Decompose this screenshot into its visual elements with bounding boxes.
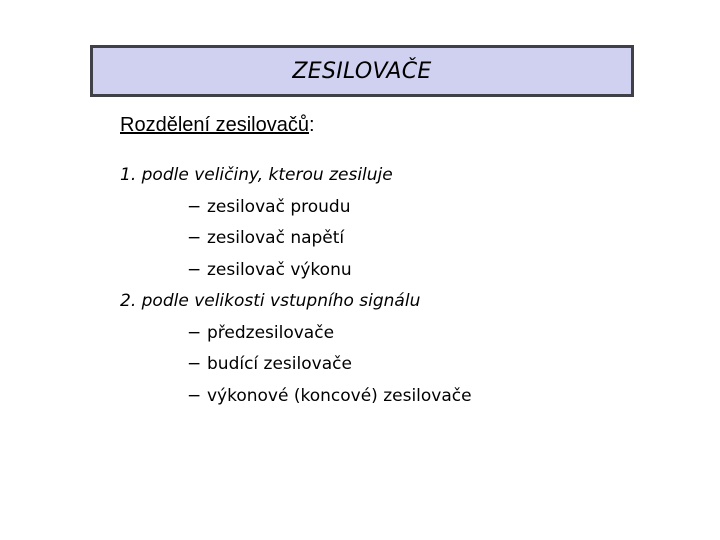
dash-bullet-icon: −: [187, 385, 202, 406]
list-item-text: zesilovač proudu: [207, 196, 351, 217]
subtitle-colon: :: [309, 114, 315, 136]
list-item: [120, 223, 680, 255]
dash-bullet-icon: −: [187, 354, 202, 374]
list-item: [120, 255, 680, 287]
list-item: [120, 381, 680, 413]
list-item-text: výkonové (koncové) zesilovače: [207, 385, 472, 406]
classification-list: [120, 160, 680, 412]
slide-subtitle: [120, 114, 315, 137]
dash-bullet-icon: −: [187, 228, 202, 248]
list-item-text: zesilovač napětí: [207, 228, 345, 248]
title-banner: [90, 45, 634, 97]
dash-bullet-icon: −: [187, 196, 202, 217]
section-heading: 1. podle veličiny, kterou zesiluje: [120, 165, 393, 185]
list-item-text: předzesilovače: [207, 322, 335, 343]
list-item-text: zesilovač výkonu: [207, 259, 352, 280]
list-item: [120, 349, 680, 381]
list-item: [120, 192, 680, 224]
slide-title: ZESILOVAČE: [292, 58, 432, 84]
dash-bullet-icon: −: [187, 322, 202, 343]
list-item: [120, 318, 680, 350]
subtitle-text: Rozdělení zesilovačů: [120, 114, 309, 136]
section-heading: 2. podle velikosti vstupního signálu: [120, 291, 421, 311]
list-item-text: budící zesilovače: [207, 354, 352, 374]
dash-bullet-icon: −: [187, 259, 202, 280]
